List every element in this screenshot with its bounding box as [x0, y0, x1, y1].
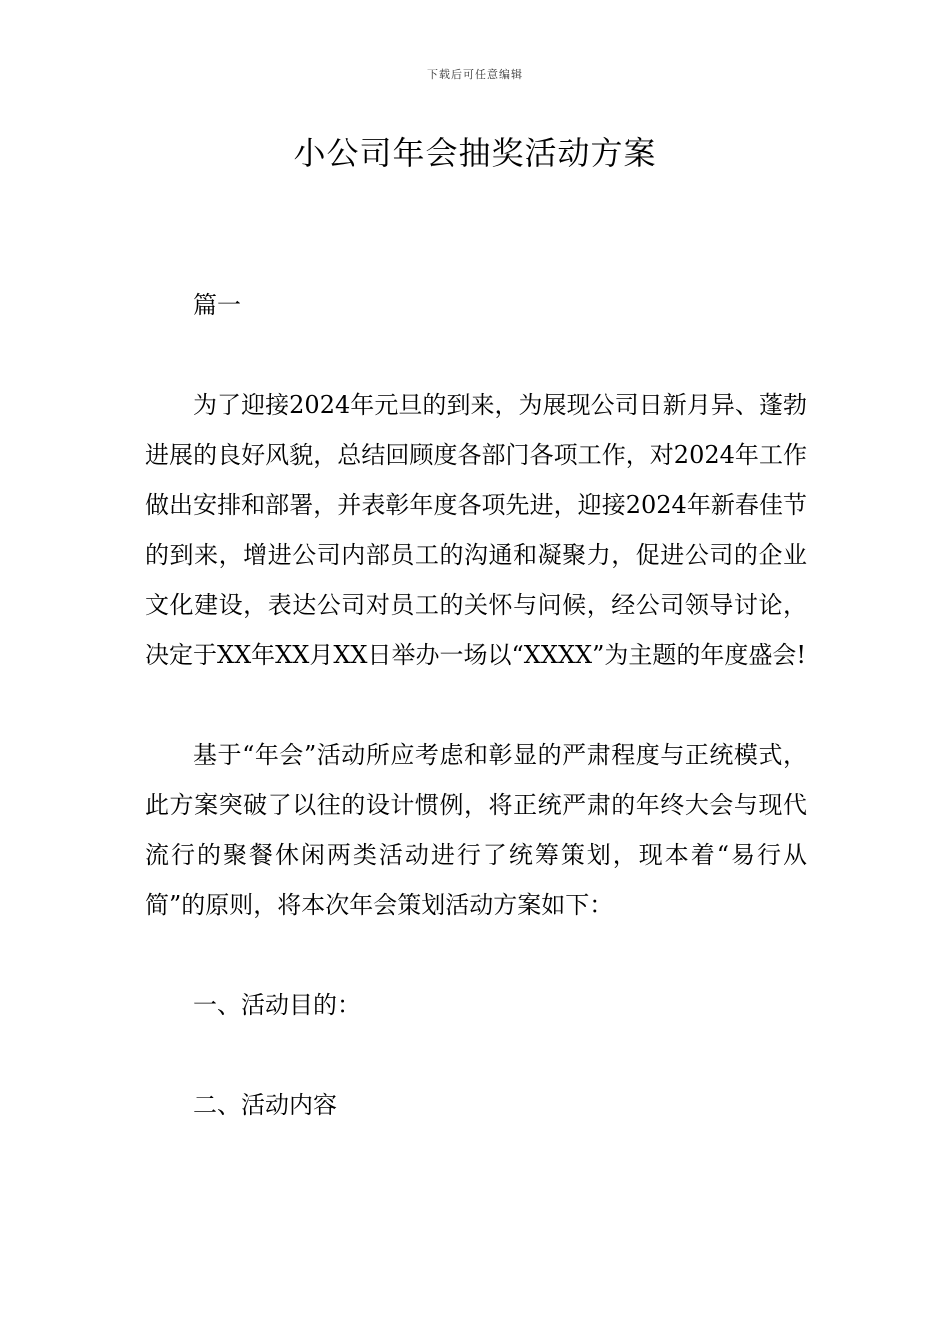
header-note: 下载后可任意编辑 [427, 68, 523, 81]
document-body [145, 280, 807, 1130]
part-label: 篇一 [193, 291, 241, 319]
spacer [145, 1030, 807, 1080]
section-heading-content: 二、活动内容 [193, 1091, 337, 1119]
spacer [145, 930, 807, 980]
paragraph-intro: 为了迎接2024年元旦的到来，为展现公司日新月异、蓬勃进展的良好风貌，总结回顾度各部门各项工作，对2024年工作做出安排和部署，并表彰年度各项先进，迎接2024年新春佳节的到来，增进公司内部员工的沟通和凝聚力，促进公司的企业文化建设，表达公司对员工的关怀与问候，经公司领导讨论，决定于XX年XX月XX日举办一场以“XXXX”为主题的年度盛会! [145, 391, 807, 669]
paragraph-approach: 基于“年会”活动所应考虑和彰显的严肃程度与正统模式，此方案突破了以往的设计惯例，将正统严肃的年终大会与现代流行的聚餐休闲两类活动进行了统筹策划，现本着“易行从简”的原则，将本次年会策划活动方案如下： [145, 741, 807, 919]
page-title: 小公司年会抽奖活动方案 [293, 134, 657, 172]
spacer [145, 680, 807, 730]
spacer [145, 330, 807, 380]
section-heading-purpose: 一、活动目的： [193, 991, 361, 1019]
